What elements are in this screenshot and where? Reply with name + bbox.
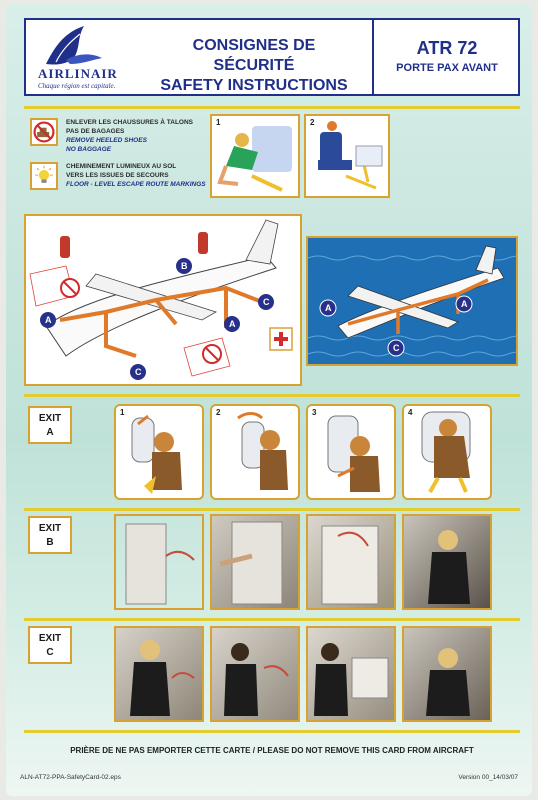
step-number: 2 [216, 408, 221, 417]
safety-card [6, 4, 532, 796]
divider [24, 508, 520, 511]
no-heels-icon [30, 118, 58, 146]
brace-panel-1 [210, 114, 300, 198]
notice-en-line: FLOOR - LEVEL ESCAPE ROUTE MARKINGS [66, 181, 206, 188]
person-exit-photo-placeholder [404, 516, 490, 608]
water-evacuation-diagram [308, 238, 516, 364]
divider [24, 106, 520, 109]
logo-slogan: Chaque région est capitale. [38, 82, 116, 90]
person-exit-photo-placeholder [404, 628, 490, 720]
person-door-photo-placeholder [116, 628, 202, 720]
panel-number: 2 [310, 118, 315, 127]
exit-c-photo-3 [306, 626, 396, 722]
notice-fr-line: PAS DE BAGAGES [66, 128, 125, 135]
climb-out-illustration [404, 406, 490, 498]
exit-a-step-2 [210, 404, 300, 500]
exit-marker-label: A [229, 319, 236, 329]
door-photo-placeholder [212, 516, 298, 608]
notice-text [66, 118, 226, 154]
person-door-photo-placeholder [308, 628, 394, 720]
notice-en-line: NO BAGGAGE [66, 146, 112, 153]
panel-number: 1 [216, 118, 221, 127]
exit-c-photo-4 [402, 626, 492, 722]
exit-letter: C [46, 647, 54, 658]
exit-b-photo-2 [210, 514, 300, 610]
person-door-photo-placeholder [212, 628, 298, 720]
version-label: Version 00_14/03/07 [458, 774, 518, 781]
exit-b-label [28, 516, 72, 554]
exit-marker-label: B [181, 261, 188, 271]
exit-a-step-3 [306, 404, 396, 500]
step-number: 4 [408, 408, 413, 417]
seat-illustration [306, 116, 388, 196]
page-title [154, 36, 354, 96]
exit-c-photo-1 [114, 626, 204, 722]
exit-marker-label: C [263, 297, 270, 307]
exit-word: EXIT [38, 633, 62, 644]
exit-b-photo-1 [114, 514, 204, 610]
cabin-evacuation-diagram [26, 216, 300, 384]
notice-fr-line: VERS LES ISSUES DE SECOURS [66, 172, 169, 179]
ditching-diagram [306, 236, 518, 366]
notice-fr-line: ENLEVER LES CHAUSSURES À TALONS [66, 119, 194, 126]
door-label: PORTE PAX AVANT [396, 62, 498, 74]
exit-b-photo-4 [402, 514, 492, 610]
exit-marker-label: A [461, 299, 468, 309]
airline-bird-logo-icon [36, 24, 106, 70]
brace-position-illustration [212, 116, 298, 196]
pull-hatch-illustration [212, 406, 298, 498]
exit-letter: A [46, 427, 54, 438]
exit-marker-label: A [45, 315, 52, 325]
exit-word: EXIT [38, 413, 62, 424]
aircraft-model: ATR 72 [416, 38, 478, 58]
notice-text [66, 162, 226, 189]
divider [24, 730, 520, 733]
step-number: 3 [312, 408, 317, 417]
divider [24, 618, 520, 621]
exit-marker-label: C [135, 367, 142, 377]
exit-b-photo-3 [306, 514, 396, 610]
step-number: 1 [120, 408, 125, 417]
logo-name: AIRLINAIR [38, 66, 118, 81]
throw-hatch-illustration [308, 406, 394, 498]
door-photo-placeholder [308, 516, 394, 608]
exit-marker-label: A [325, 303, 332, 313]
door-photo-placeholder [116, 516, 202, 608]
exit-a-label [28, 406, 72, 444]
notice-fr-line: CHEMINEMENT LUMINEUX AU SOL [66, 163, 177, 170]
exit-word: EXIT [38, 523, 62, 534]
header-divider [372, 20, 374, 94]
exit-c-photo-2 [210, 626, 300, 722]
file-name: ALN-AT72-PPA-SafetyCard-02.eps [20, 774, 121, 781]
aircraft-exits-diagram [24, 214, 302, 386]
brace-panel-2 [304, 114, 390, 198]
exit-c-label [28, 626, 72, 664]
floor-light-icon [30, 162, 58, 190]
exit-a-step-4 [402, 404, 492, 500]
open-hatch-illustration [116, 406, 202, 498]
exit-letter: B [46, 537, 54, 548]
exit-marker-label: C [393, 343, 400, 353]
notice-en-line: REMOVE HEELED SHOES [66, 137, 147, 144]
exit-a-step-1 [114, 404, 204, 500]
divider [24, 394, 520, 397]
title-french: CONSIGNES DE SÉCURITÉ [192, 37, 316, 74]
do-not-remove-note: PRIÈRE DE NE PAS EMPORTER CETTE CARTE / PLEASE DO NOT REMOVE THIS CARD FROM AIRCRAFT [70, 746, 474, 755]
title-english: SAFETY INSTRUCTIONS [160, 77, 348, 94]
card-header [24, 18, 520, 96]
